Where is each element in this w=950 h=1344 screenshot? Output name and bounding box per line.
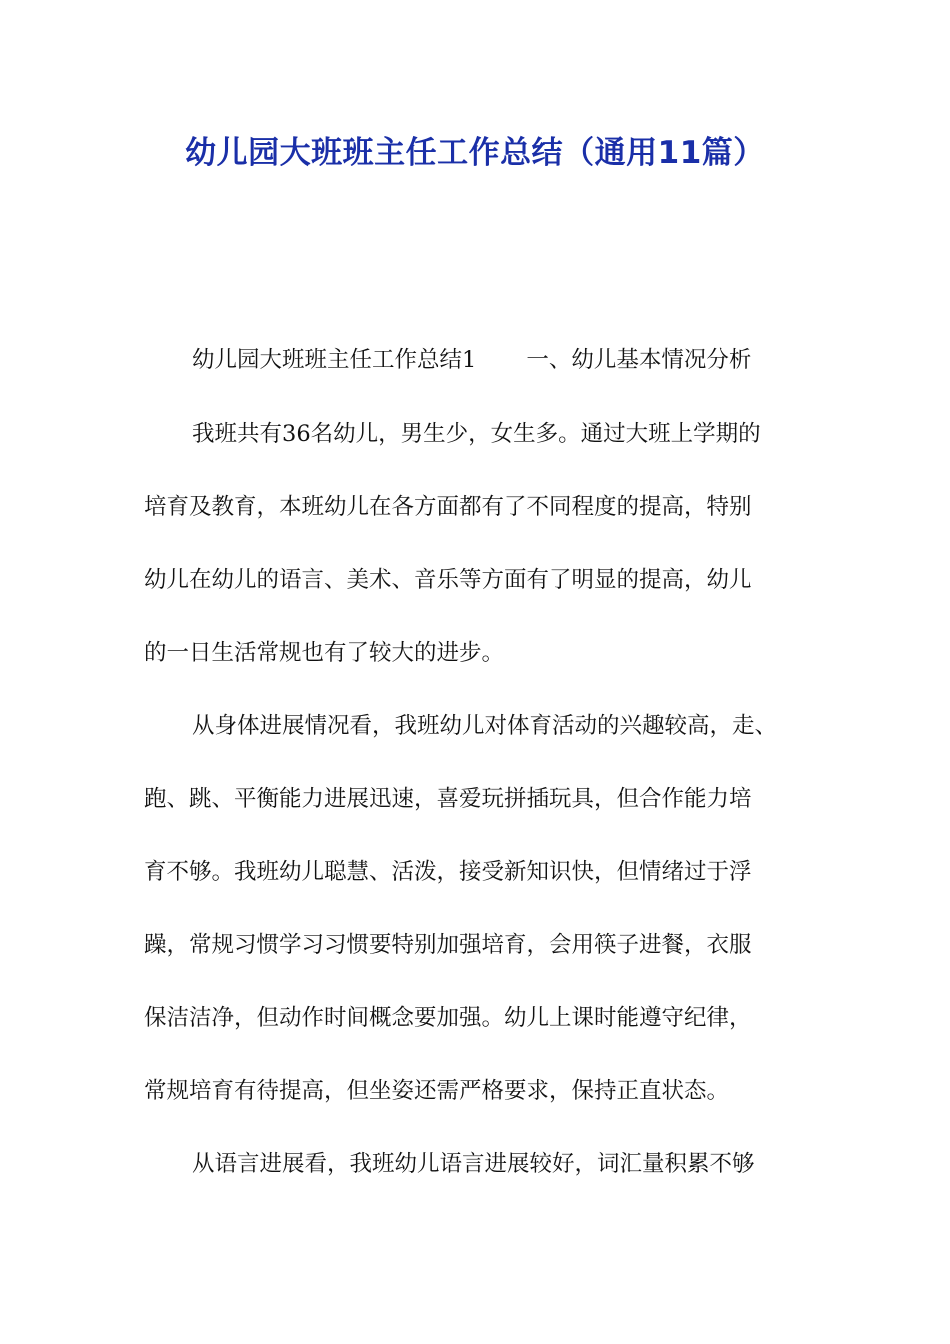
paragraph-line: 躁，常规习惯学习习惯要特别加强培育，会用筷子进餐，衣服	[144, 932, 752, 958]
paragraph-line: 常规培育有待提高，但坐姿还需严格要求，保持正直状态。	[144, 1078, 730, 1104]
paragraph-line: 跑、跳、平衡能力进展迅速，喜爱玩拼插玩具，但合作能力培	[144, 786, 752, 812]
paragraph-line: 我班共有36名幼儿，男生少，女生多。通过大班上学期的	[192, 421, 761, 447]
document-title: 幼儿园大班班主任工作总结（通用11篇）	[185, 135, 765, 171]
subsection-heading: 一、幼儿基本情况分析	[526, 347, 752, 373]
section-heading: 幼儿园大班班主任工作总结1	[192, 347, 477, 373]
paragraph-line: 保洁洁净，但动作时间概念要加强。幼儿上课时能遵守纪律，	[144, 1005, 752, 1031]
heading-line	[192, 340, 822, 380]
paragraph-line: 从身体进展情况看，我班幼儿对体育活动的兴趣较高，走、	[192, 713, 778, 739]
paragraph-line: 从语言进展看，我班幼儿语言进展较好，词汇量积累不够	[192, 1151, 755, 1177]
paragraph-line: 幼儿在幼儿的语言、美术、音乐等方面有了明显的提高，幼儿	[144, 567, 752, 593]
paragraph-line: 的一日生活常规也有了较大的进步。	[144, 640, 505, 666]
paragraph-line: 培育及教育，本班幼儿在各方面都有了不同程度的提高，特别	[144, 494, 752, 520]
paragraph-line: 育不够。我班幼儿聪慧、活泼，接受新知识快，但情绪过于浮	[144, 859, 752, 885]
